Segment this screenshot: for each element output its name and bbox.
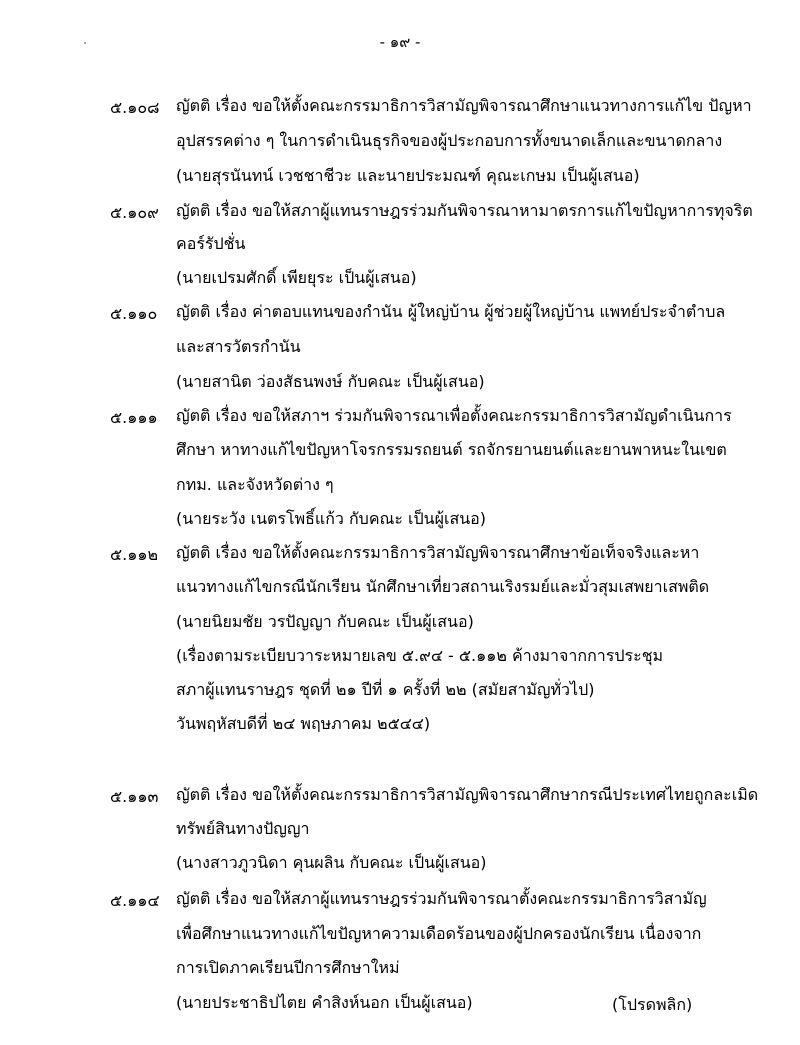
item-proposer: (นายสานิต ว่องสัธนพงษ์ กับคณะ เป็นผู้เสนอ) xyxy=(176,372,485,391)
item-text-line: ญัตติ เรื่อง ขอให้ตั้งคณะกรรมาธิการวิสามัญพิจารณาศึกษาแนวทางการแก้ไข ปัญหา xyxy=(176,96,752,115)
agenda-note-line: สภาผู้แทนราษฎร ชุดที่ ๒๑ ปีที่ ๑ ครั้งที่ ๒๒ (สมัยสามัญทั่วไป) xyxy=(176,680,595,699)
page-number: - ๑๙ - xyxy=(379,33,421,51)
item-proposer: (นางสาวภูวนิดา คุนผลิน กับคณะ เป็นผู้เสนอ) xyxy=(176,853,487,872)
item-text-line: ญัตติ เรื่อง ขอให้สภาผู้แทนราษฎรร่วมกันพิจารณาหามาตรการแก้ไขปัญหาการทุจริต xyxy=(176,201,753,220)
item-text-line: ญัตติ เรื่อง ขอให้ตั้งคณะกรรมาธิการวิสามัญพิจารณาศึกษาข้อเท็จจริงและหา xyxy=(176,543,700,562)
item-number: ๕.๑๑๐ xyxy=(110,304,158,323)
continued-note: (โปรดพลิก) xyxy=(612,995,693,1014)
item-number: ๕.๑๐๘ xyxy=(110,98,160,117)
item-text-line: คอร์รัปชั่น xyxy=(176,234,246,253)
item-proposer: (นายเปรมศักดิ์ เพียยุระ เป็นผู้เสนอ) xyxy=(176,268,417,287)
agenda-note-line: วันพฤหัสบดีที่ ๒๔ พฤษภาคม ๒๕๔๔) xyxy=(176,714,431,733)
item-text-line: แนวทางแก้ไขกรณีนักเรียน นักศึกษาเที่ยวสถานเริงรมย์และมั่วสุมเสพยาเสพติด xyxy=(176,577,710,596)
item-text-line: ญัตติ เรื่อง ขอให้ตั้งคณะกรรมาธิการวิสามัญพิจารณาศึกษากรณีประเทศไทยถูกละเมิด xyxy=(176,785,759,804)
item-text-line: ญัตติ เรื่อง ค่าตอบแทนของกำนัน ผู้ใหญ่บ้าน ผู้ช่วยผู้ใหญ่บ้าน แพทย์ประจำตำบล xyxy=(176,302,726,321)
item-proposer: (นายประชาธิปไตย คำสิงห์นอก เป็นผู้เสนอ) xyxy=(176,993,473,1012)
item-text-line: ศึกษา หาทางแก้ไขปัญหาโจรกรรมรถยนต์ รถจักรยานยนต์และยานพาหนะในเขต xyxy=(176,440,727,459)
item-text-line: ทรัพย์สินทางปัญญา xyxy=(176,819,310,838)
item-number: ๕.๑๑๔ xyxy=(110,891,160,910)
agenda-note-line: (เรื่องตามระเบียบวาระหมายเลข ๕.๙๔ - ๕.๑๑๒ ค้างมาจากการประชุม xyxy=(176,646,664,665)
item-number: ๕.๑๐๙ xyxy=(110,203,159,222)
item-number: ๕.๑๑๑ xyxy=(110,408,158,427)
item-text-line: อุปสรรคต่าง ๆ ในการดำเนินธุรกิจของผู้ประกอบการทั้งขนาดเล็กและขนาดกลาง xyxy=(176,131,723,150)
item-text-line: ญัตติ เรื่อง ขอให้สภาผู้แทนราษฎรร่วมกันพิจารณาตั้งคณะกรรมาธิการวิสามัญ xyxy=(176,889,707,908)
item-text-line: กทม. และจังหวัดต่าง ๆ xyxy=(176,475,334,494)
item-number: ๕.๑๑๒ xyxy=(110,545,159,564)
item-text-line: การเปิดภาคเรียนปีการศึกษาใหม่ xyxy=(176,958,400,977)
item-text-line: และสารวัตรกำนัน xyxy=(176,337,301,356)
item-proposer: (นายระวัง เนตรโพธิ์แก้ว กับคณะ เป็นผู้เสนอ) xyxy=(176,509,487,528)
item-proposer: (นายนิยมชัย วรปัญญา กับคณะ เป็นผู้เสนอ) xyxy=(176,612,474,631)
item-number: ๕.๑๑๓ xyxy=(110,787,159,806)
item-text-line: เพื่อศึกษาแนวทางแก้ไขปัญหาความเดือดร้อนของผู้ปกครองนักเรียน เนื่องจาก xyxy=(176,924,702,943)
item-proposer: (นายสุรนันทน์ เวชชาชีวะ และนายประมณฑ์ คุณะเกษม เป็นผู้เสนอ) xyxy=(176,166,640,185)
item-text-line: ญัตติ เรื่อง ขอให้สภาฯ ร่วมกันพิจารณาเพื่อตั้งคณะกรรมาธิการวิสามัญดำเนินการ xyxy=(176,406,732,425)
